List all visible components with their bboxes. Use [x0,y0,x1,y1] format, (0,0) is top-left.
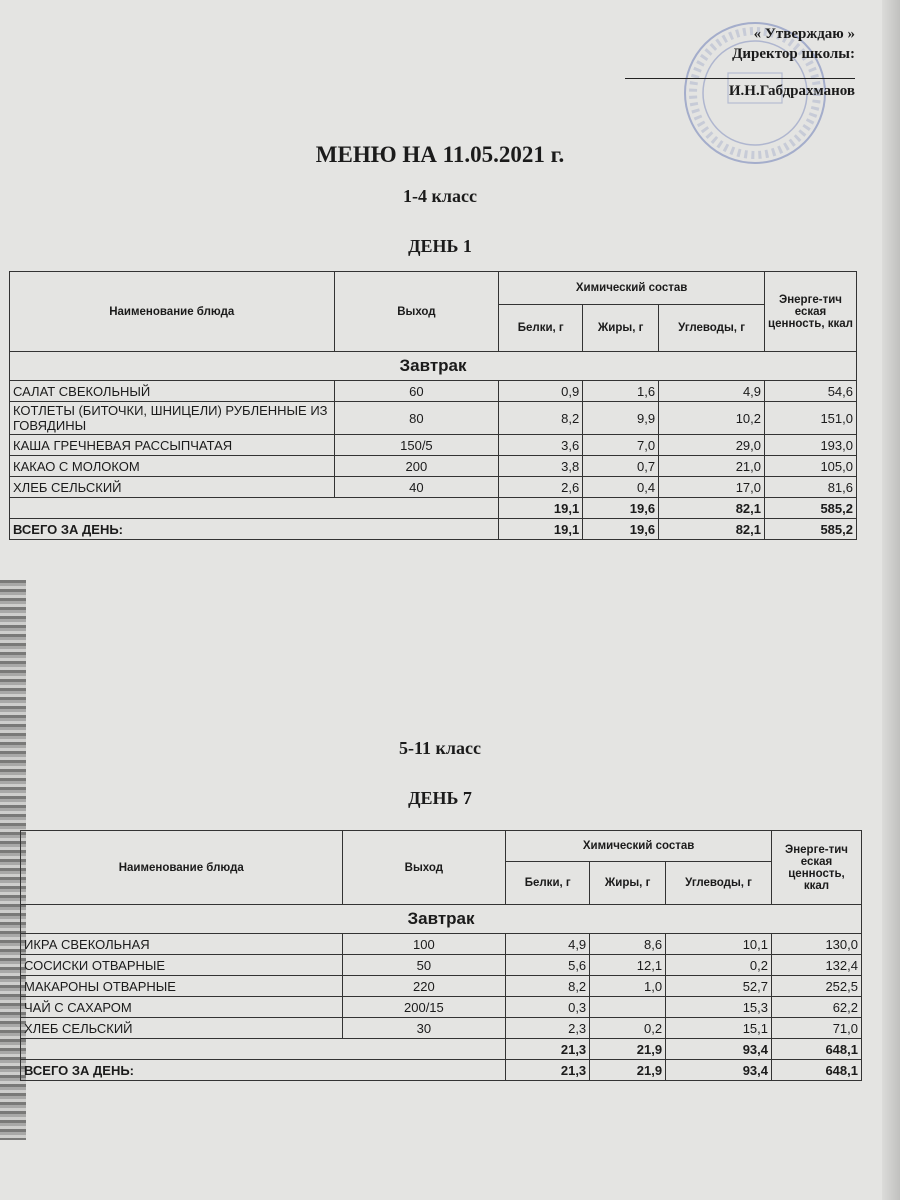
dish-energy: 71,0 [772,1018,862,1039]
menu-table-2 [20,830,862,1081]
dish-fat: 12,1 [590,955,666,976]
col-protein-header: Белки, г [499,305,583,352]
subtotal-carbs: 93,4 [666,1039,772,1060]
dish-energy: 151,0 [765,402,857,435]
section2-grade: 5-11 класс [399,738,481,758]
subtotal-protein: 21,3 [506,1039,590,1060]
section2-day: ДЕНЬ 7 [408,788,472,808]
dish-name: САЛАТ СВЕКОЛЬНЫЙ [10,381,335,402]
dish-energy: 105,0 [765,456,857,477]
subtotal-carbs: 82,1 [659,498,765,519]
dish-output: 30 [342,1018,506,1039]
table-row [21,997,862,1018]
subtotal-fat: 19,6 [583,498,659,519]
menu-table-1 [9,271,857,540]
dish-fat: 0,7 [583,456,659,477]
col-carbs-header: Углеводы, г [666,862,772,905]
section1-grade: 1-4 класс [403,186,477,206]
dish-energy: 132,4 [772,955,862,976]
col-output-header: Выход [342,831,506,905]
dish-energy: 130,0 [772,934,862,955]
table-row [10,435,857,456]
dish-protein: 4,9 [506,934,590,955]
dish-carbs: 15,1 [666,1018,772,1039]
subtotal-row [10,498,857,519]
subtotal-energy: 648,1 [772,1039,862,1060]
dish-protein: 0,3 [506,997,590,1018]
dish-carbs: 15,3 [666,997,772,1018]
table-row [10,381,857,402]
subtotal-row [21,1039,862,1060]
dish-output: 80 [334,402,499,435]
total-carbs: 82,1 [659,519,765,540]
total-fat: 21,9 [590,1060,666,1081]
table-row [10,456,857,477]
dish-output: 100 [342,934,506,955]
dish-name: КОТЛЕТЫ (БИТОЧКИ, ШНИЦЕЛИ) РУБЛЕННЫЕ ИЗ ГОВЯДИНЫ [10,402,335,435]
col-output-header: Выход [334,272,499,352]
subtotal-energy: 585,2 [765,498,857,519]
approval-position: Директор школы: [732,46,855,62]
total-row [21,1060,862,1081]
dish-protein: 8,2 [499,402,583,435]
dish-protein: 3,6 [499,435,583,456]
dish-protein: 0,9 [499,381,583,402]
dish-output: 150/5 [334,435,499,456]
dish-protein: 2,6 [499,477,583,498]
dish-fat: 1,0 [590,976,666,997]
meal-section-label: Завтрак [21,905,862,934]
total-energy: 648,1 [772,1060,862,1081]
total-fat: 19,6 [583,519,659,540]
dish-carbs: 52,7 [666,976,772,997]
table-row [10,402,857,435]
meal-section-label: Завтрак [10,352,857,381]
page-title: МЕНЮ НА 11.05.2021 г. [315,142,565,167]
dish-protein: 8,2 [506,976,590,997]
dish-output: 50 [342,955,506,976]
table-row [21,955,862,976]
subtotal-fat: 21,9 [590,1039,666,1060]
col-energy-header: Энерге-тич еская ценность, ккал [772,831,862,905]
dish-fat: 7,0 [583,435,659,456]
table-row [21,1018,862,1039]
approval-signer: И.Н.Габдрахманов [625,78,855,101]
table-row [10,477,857,498]
total-energy: 585,2 [765,519,857,540]
dish-carbs: 29,0 [659,435,765,456]
dish-output: 200/15 [342,997,506,1018]
dish-carbs: 10,2 [659,402,765,435]
total-label: ВСЕГО ЗА ДЕНЬ: [21,1060,506,1081]
total-carbs: 93,4 [666,1060,772,1081]
dish-name: ИКРА СВЕКОЛЬНАЯ [21,934,343,955]
dish-name: КАША ГРЕЧНЕВАЯ РАССЫПЧАТАЯ [10,435,335,456]
dish-energy: 62,2 [772,997,862,1018]
dish-carbs: 0,2 [666,955,772,976]
table-row [21,934,862,955]
dish-energy: 193,0 [765,435,857,456]
dish-protein: 2,3 [506,1018,590,1039]
dish-fat: 0,2 [590,1018,666,1039]
col-carbs-header: Углеводы, г [659,305,765,352]
dish-energy: 81,6 [765,477,857,498]
col-fat-header: Жиры, г [590,862,666,905]
dish-carbs: 4,9 [659,381,765,402]
dish-fat [590,997,666,1018]
col-protein-header: Белки, г [506,862,590,905]
dish-fat: 0,4 [583,477,659,498]
subtotal-protein: 19,1 [499,498,583,519]
dish-name: КАКАО С МОЛОКОМ [10,456,335,477]
col-energy-header: Энерге-тич еская ценность, ккал [765,272,857,352]
total-row [10,519,857,540]
dish-protein: 5,6 [506,955,590,976]
total-protein: 21,3 [506,1060,590,1081]
dish-protein: 3,8 [499,456,583,477]
dish-carbs: 21,0 [659,456,765,477]
dish-output: 40 [334,477,499,498]
col-name-header: Наименование блюда [10,272,335,352]
approval-title: « Утверждаю » [753,26,855,42]
col-chem-header: Химический состав [499,272,765,305]
dish-name: ХЛЕБ СЕЛЬСКИЙ [21,1018,343,1039]
dish-output: 200 [334,456,499,477]
section1-day: ДЕНЬ 1 [408,236,472,256]
total-protein: 19,1 [499,519,583,540]
col-name-header: Наименование блюда [21,831,343,905]
dish-carbs: 10,1 [666,934,772,955]
table-row [21,976,862,997]
dish-name: СОСИСКИ ОТВАРНЫЕ [21,955,343,976]
dish-energy: 54,6 [765,381,857,402]
dish-output: 220 [342,976,506,997]
dish-carbs: 17,0 [659,477,765,498]
dish-fat: 9,9 [583,402,659,435]
col-chem-header: Химический состав [506,831,772,862]
scan-edge-right [882,0,900,1200]
dish-fat: 1,6 [583,381,659,402]
dish-name: МАКАРОНЫ ОТВАРНЫЕ [21,976,343,997]
dish-fat: 8,6 [590,934,666,955]
approval-block [625,24,855,101]
total-label: ВСЕГО ЗА ДЕНЬ: [10,519,499,540]
dish-output: 60 [334,381,499,402]
col-fat-header: Жиры, г [583,305,659,352]
dish-energy: 252,5 [772,976,862,997]
dish-name: ХЛЕБ СЕЛЬСКИЙ [10,477,335,498]
dish-name: ЧАЙ С САХАРОМ [21,997,343,1018]
